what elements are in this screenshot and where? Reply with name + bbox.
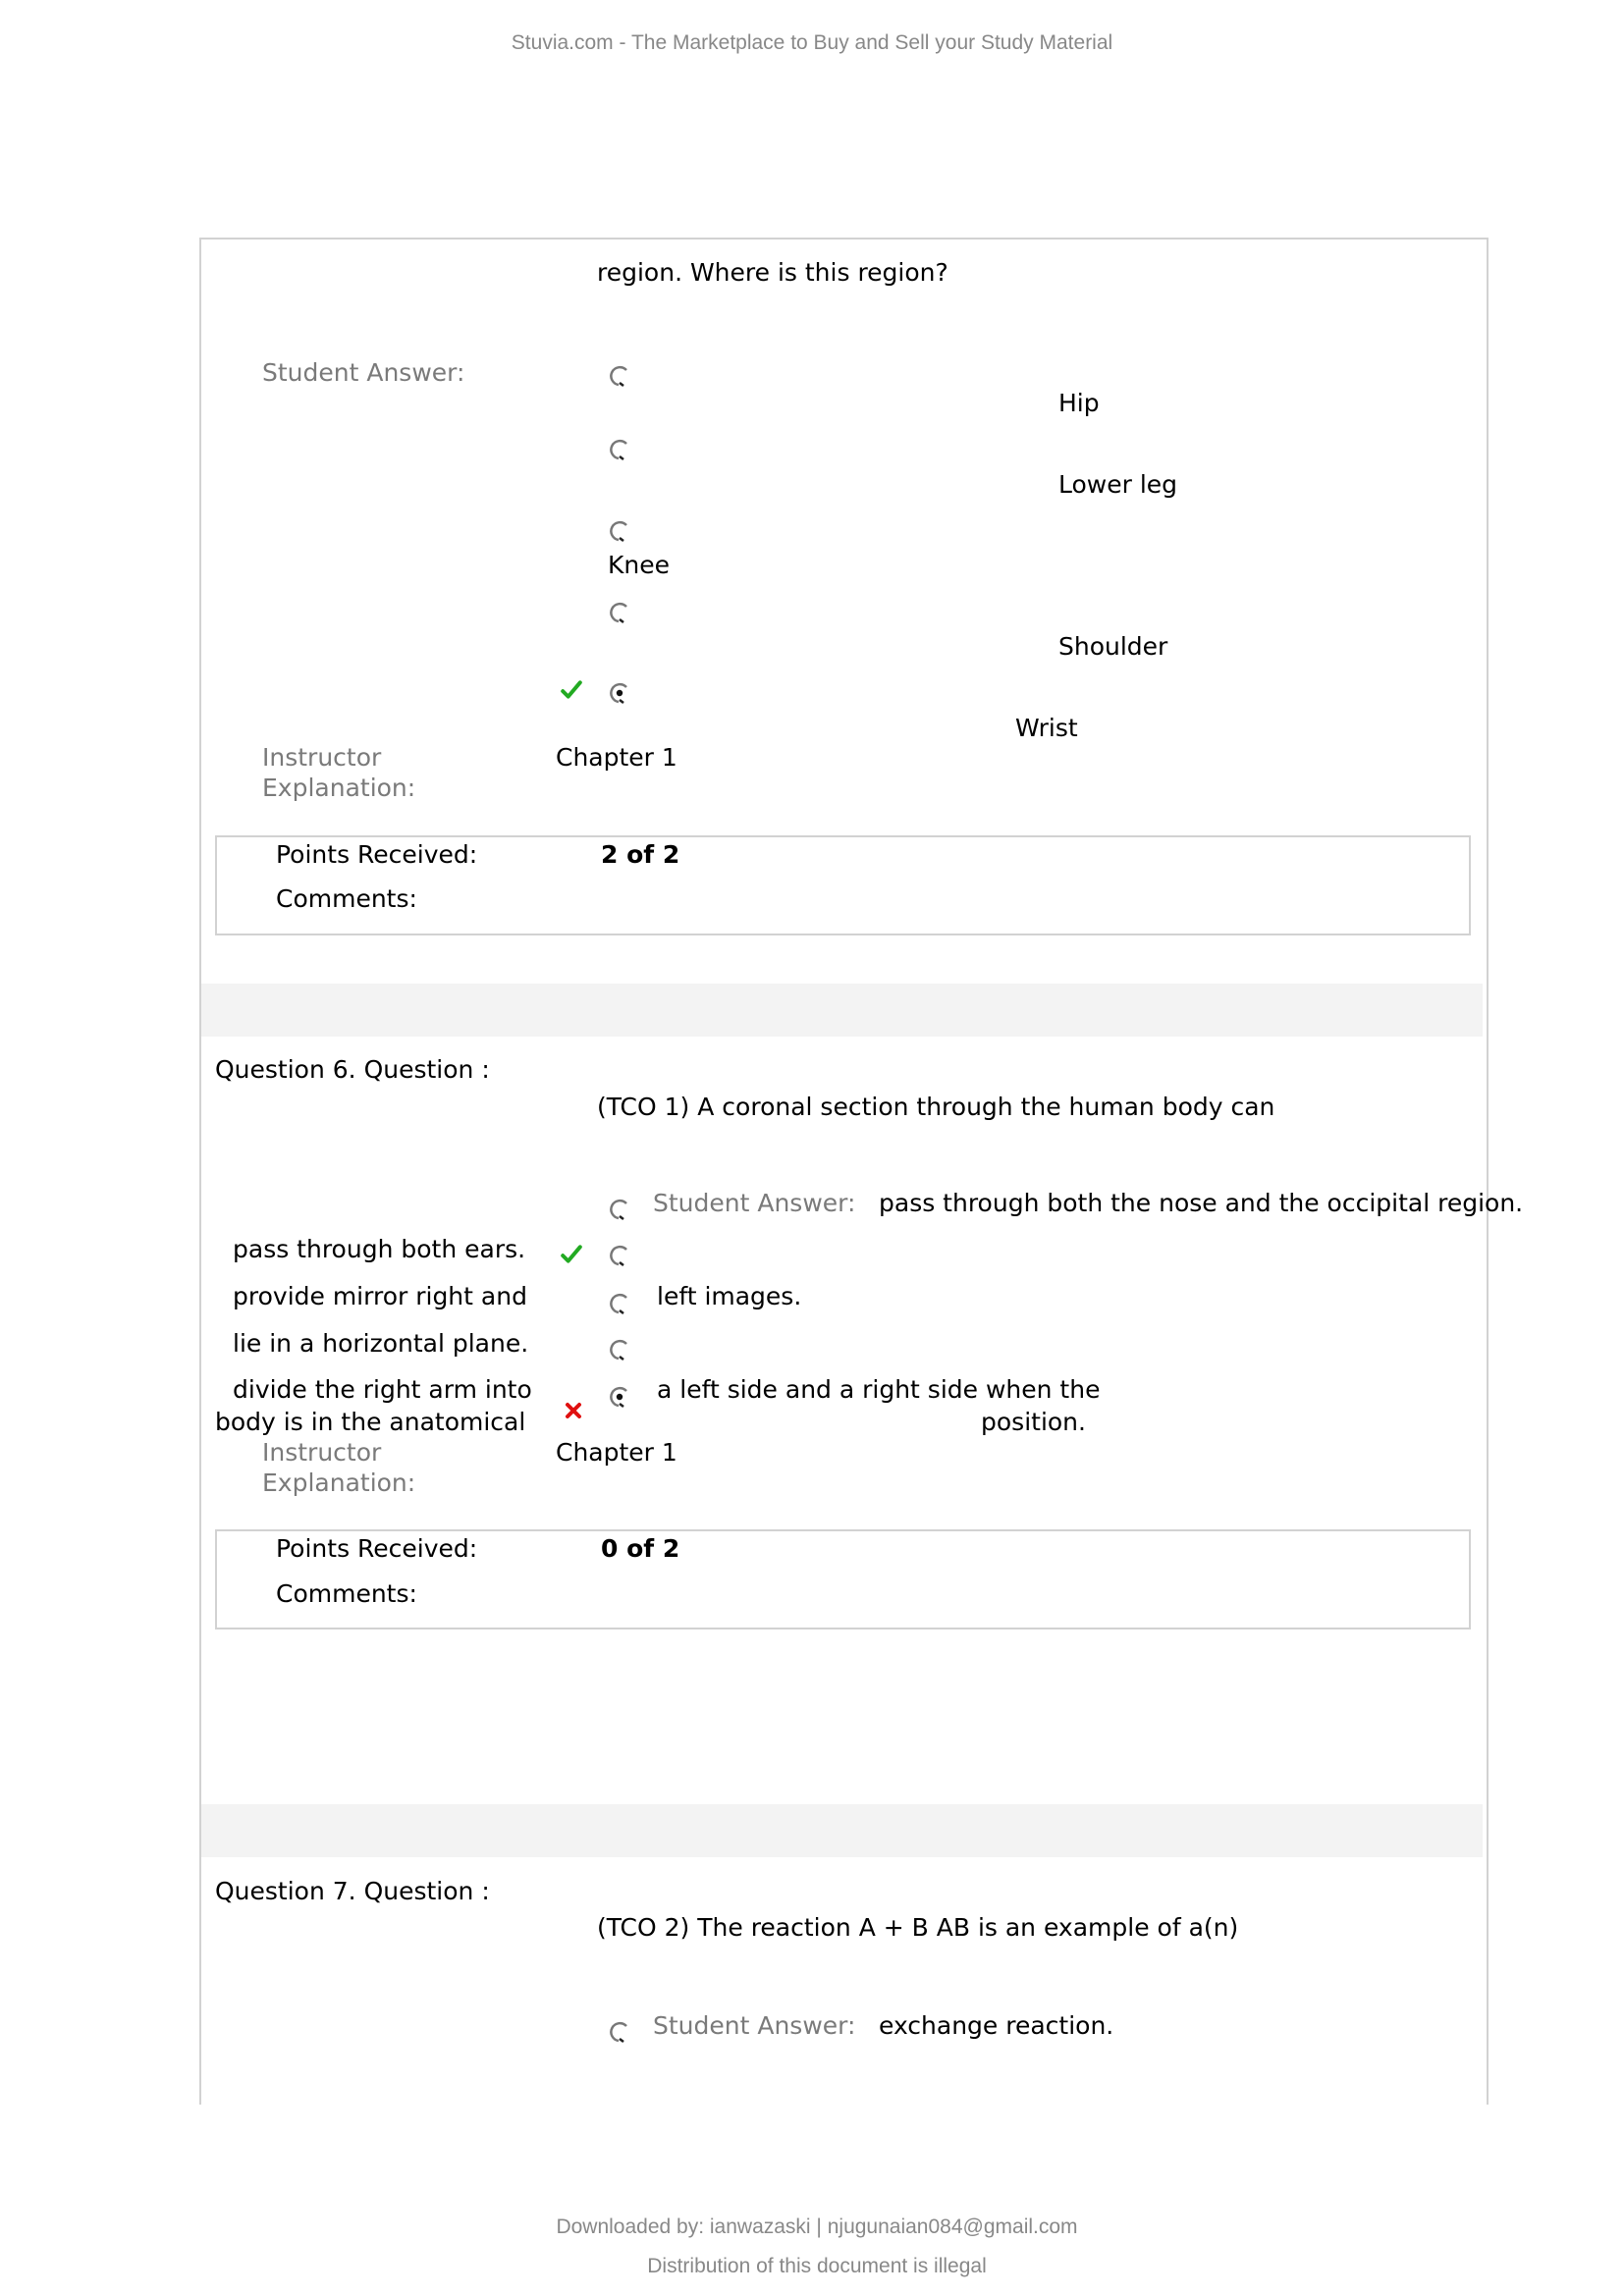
q5-option-knee: Knee — [608, 551, 671, 579]
q6-option-3b: left images. — [657, 1282, 802, 1310]
q6-option-2: pass through both ears. — [233, 1235, 526, 1263]
q6-radio-3[interactable] — [608, 1292, 631, 1315]
q5-question-text: region. Where is this region? — [597, 258, 948, 287]
q6-title: Question 6. Question : — [215, 1055, 490, 1084]
q6-explanation-label: Instructor — [262, 1438, 382, 1467]
q5-radio-lower-leg[interactable] — [608, 438, 631, 461]
q5-student-answer-label: Student Answer: — [262, 358, 465, 387]
q5-radio-hip[interactable] — [608, 364, 631, 388]
q5-radio-knee[interactable] — [608, 519, 631, 543]
q5-option-lower-leg: Lower leg — [1058, 470, 1178, 499]
q6-points-value: 0 of 2 — [601, 1534, 680, 1563]
correct-check-icon — [561, 1244, 582, 1265]
separator-band — [201, 984, 1483, 1037]
q5-radio-wrist-selected[interactable] — [608, 681, 631, 705]
footer-notice: Distribution of this document is illegal — [647, 2255, 987, 2277]
footer-downloaded-by: Downloaded by: ianwazaski | njugunaian084@gmail.com — [556, 2216, 1078, 2238]
q6-question-text: (TCO 1) A coronal section through the human body can — [597, 1093, 1275, 1121]
q6-student-answer-label: Student Answer: — [653, 1189, 856, 1217]
page-header: Stuvia.com - The Marketplace to Buy and Sell your Study Material — [511, 31, 1113, 54]
q6-option-5a: divide the right arm into — [233, 1375, 532, 1404]
q6-radio-1[interactable] — [608, 1198, 631, 1221]
q6-explanation-text: Chapter 1 — [556, 1438, 677, 1467]
q6-option-3a: provide mirror right and — [233, 1282, 527, 1310]
q5-option-wrist: Wrist — [1015, 714, 1078, 742]
q5-points-label: Points Received: — [276, 840, 478, 869]
q5-explanation-label-2: Explanation: — [262, 774, 416, 802]
q7-radio-1[interactable] — [608, 2020, 631, 2044]
q6-explanation-label-2: Explanation: — [262, 1468, 416, 1497]
q7-question-text: (TCO 2) The reaction A + B AB is an example of a(n) — [597, 1913, 1239, 1942]
incorrect-x-icon — [564, 1401, 583, 1420]
q6-option-1: pass through both the nose and the occipital region. — [879, 1189, 1524, 1217]
q6-radio-4[interactable] — [608, 1338, 631, 1362]
q5-explanation-text: Chapter 1 — [556, 743, 677, 772]
q5-option-shoulder: Shoulder — [1058, 632, 1168, 661]
q5-option-hip: Hip — [1058, 389, 1100, 417]
q5-points-value: 2 of 2 — [601, 840, 680, 869]
q6-radio-5-selected[interactable] — [608, 1385, 631, 1409]
q6-option-5d: position. — [981, 1408, 1086, 1436]
q6-option-5b: a left side and a right side when the — [657, 1375, 1101, 1404]
q7-student-answer-label: Student Answer: — [653, 2011, 856, 2040]
q5-comments-label: Comments: — [276, 884, 417, 913]
q6-option-5c: body is in the anatomical — [215, 1408, 526, 1436]
q6-radio-2[interactable] — [608, 1244, 631, 1267]
q5-explanation-label: Instructor — [262, 743, 382, 772]
q6-option-4: lie in a horizontal plane. — [233, 1329, 529, 1358]
q6-comments-label: Comments: — [276, 1579, 417, 1608]
q7-option-1: exchange reaction. — [879, 2011, 1114, 2040]
separator-band — [201, 1804, 1483, 1857]
q7-title: Question 7. Question : — [215, 1877, 490, 1905]
q5-radio-shoulder[interactable] — [608, 601, 631, 624]
q6-points-label: Points Received: — [276, 1534, 478, 1563]
correct-check-icon — [561, 679, 582, 701]
